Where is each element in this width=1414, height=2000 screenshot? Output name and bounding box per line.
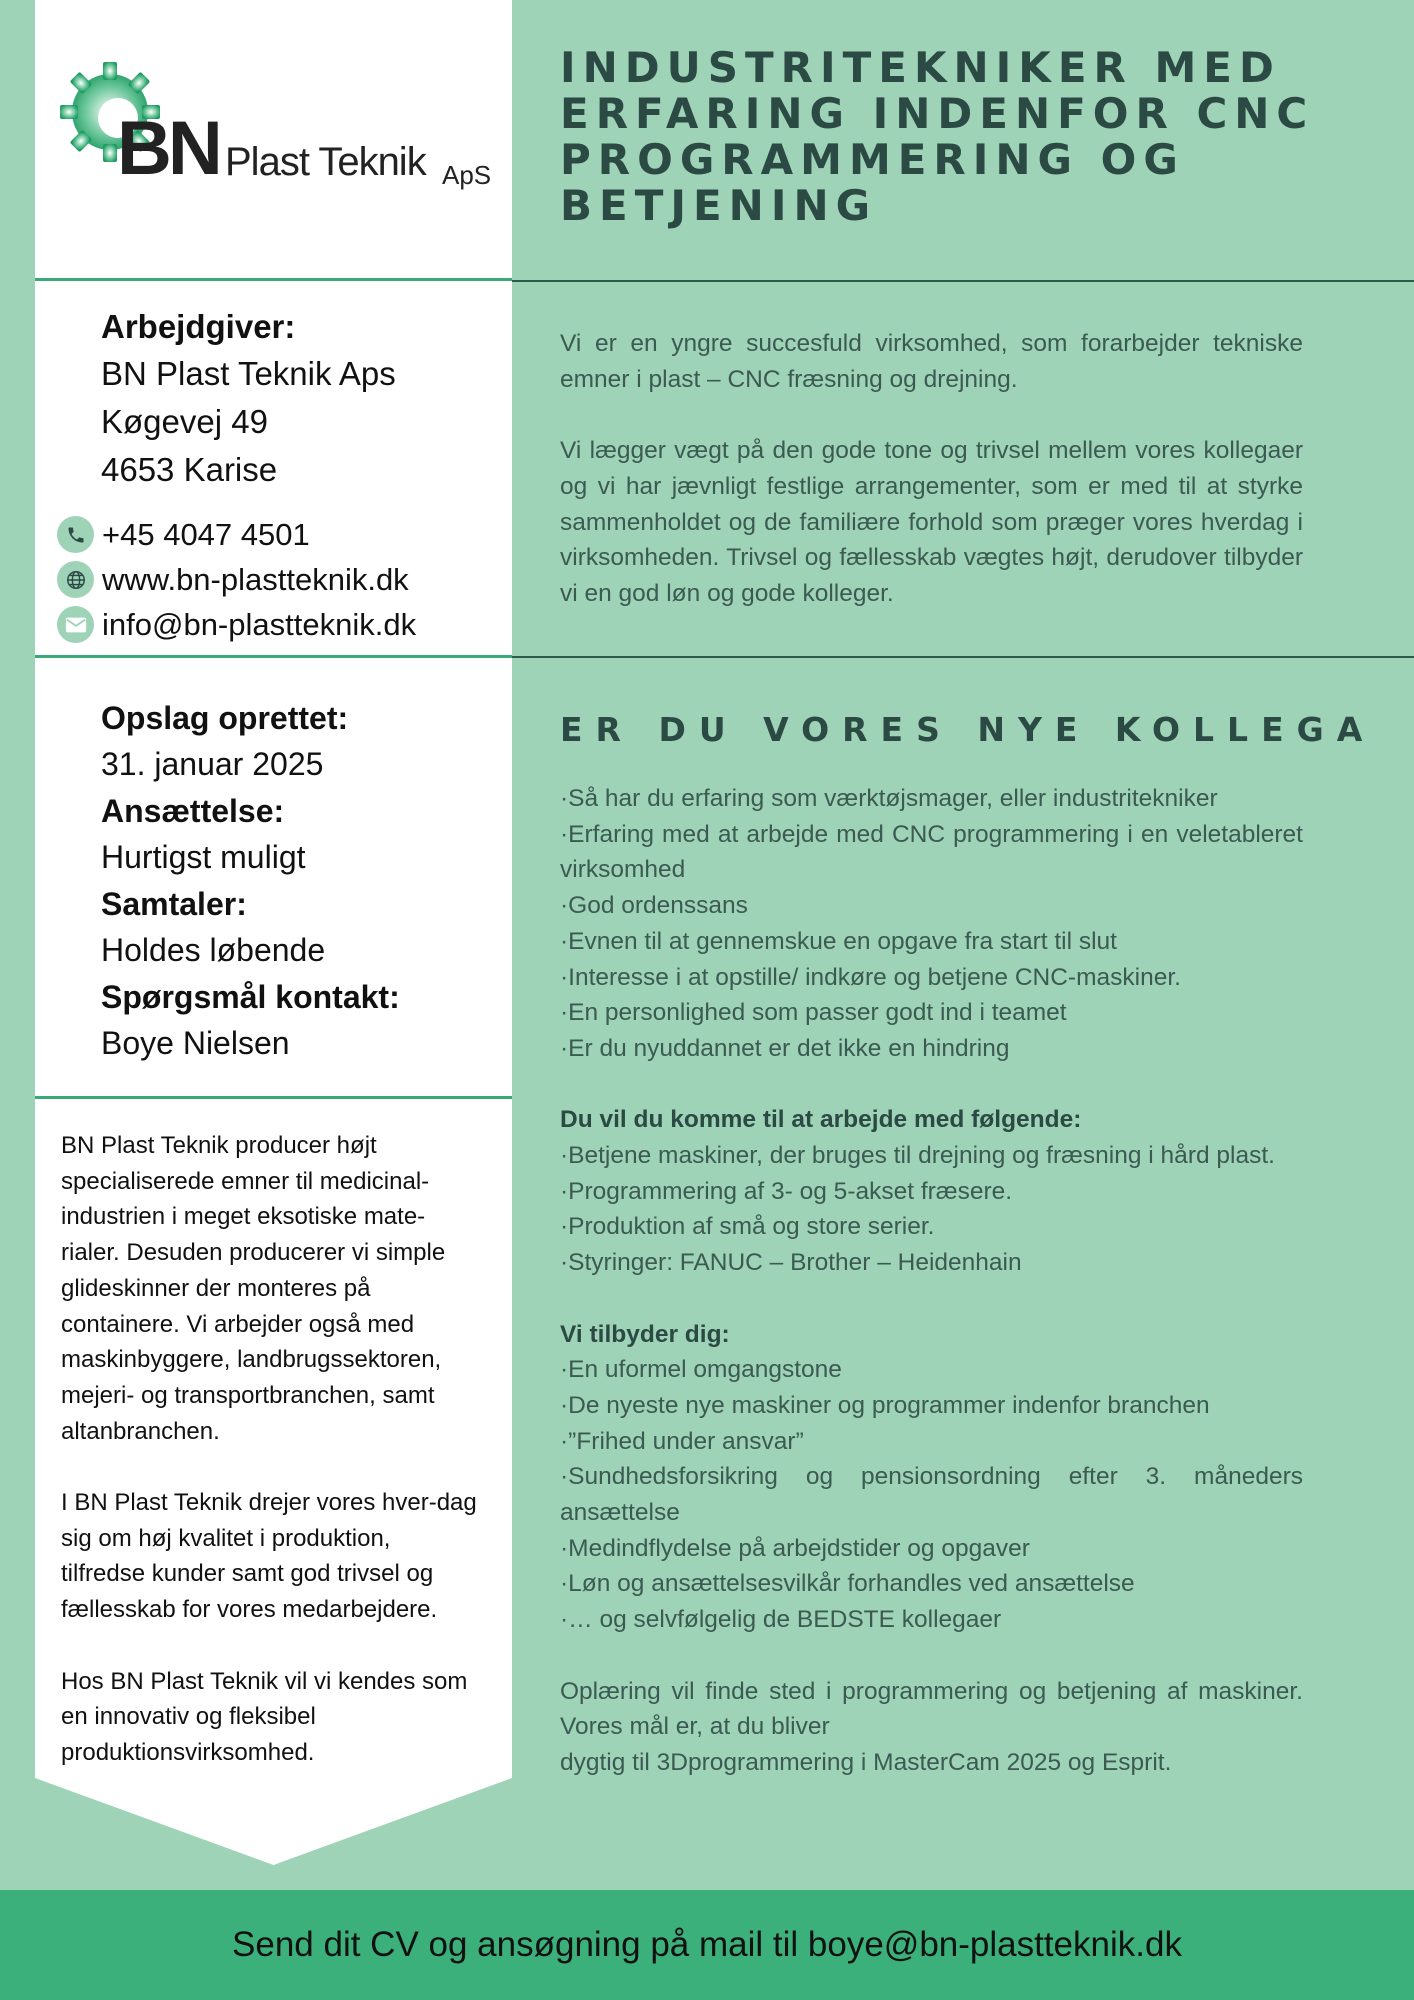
logo-suffix: ApS <box>442 160 492 190</box>
employment-label: Ansættelse: <box>101 793 285 829</box>
task-item: ·Programmering af 3- og 5-akset fræsere. <box>560 1177 1013 1205</box>
logo-brand: BN <box>117 106 219 191</box>
requirement-item: ·En personlighed som passer godt ind i teamet <box>560 999 1067 1027</box>
about-paragraph: Hos BN Plast Teknik vil vi kendes som en innovativ og fleksibel produktionsvirksomhed. <box>61 1667 468 1766</box>
employer-street: Køgevej 49 <box>101 403 268 440</box>
footer-cta <box>0 1890 1414 2000</box>
intro-paragraph: Vi lægger vægt på den gode tone og trivsel mellem vores kollegaer og vi har jævnligt festlige arrangementer, som er med til at styrke sammenholdet og de familiære forhold som præger vores hverdag i virksomheden. Trivsel og fællesskab vægtes højt, derudover tilbyder vi en god løn og gode kolleger. <box>560 437 1303 607</box>
divider <box>512 280 1414 282</box>
contact-label: Spørgsmål kontakt: <box>101 979 400 1015</box>
offer-item: ·Sundhedsforsikring og pensionsordning efter 3. måneders ansættelse <box>560 1463 1303 1527</box>
offer-item: ·… og selvfølgelig de BEDSTE kollegaer <box>560 1606 1002 1634</box>
offer-heading: Vi tilbyder dig: <box>560 1320 730 1348</box>
offer-item: ·Medindflydelse på arbejdstider og opgaver <box>560 1534 1030 1562</box>
offer-item: ·”Frihed under ansvar” <box>560 1427 804 1455</box>
about-paragraph: BN Plast Teknik producer højt specialiserede emner til medicinal-industrien i meget eksotiske mate-rialer. Desuden producerer vi simple glideskinner der monteres på containere. Vi arbejder også med maskinbyggere, landbrugssektoren, mejeri- og transportbranchen, samt altanbranchen. <box>61 1132 446 1445</box>
requirement-item: ·Interesse i at opstille/ indkøre og betjene CNC-maskiner. <box>560 963 1181 991</box>
contact-email[interactable] <box>57 602 416 647</box>
divider <box>512 656 1414 658</box>
phone-icon <box>57 516 94 553</box>
job-description <box>560 781 1303 1781</box>
training-text: Oplæring vil finde sted i programmering og betjening af maskiner. Vores mål er, at du bliver <box>560 1677 1303 1741</box>
contact-website[interactable] <box>57 557 416 602</box>
training-text: dygtig til 3Dprogrammering i MasterCam 2025 og Esprit. <box>560 1748 1172 1776</box>
task-item: ·Produktion af små og store serier. <box>560 1213 935 1241</box>
interviews-value: Holdes løbende <box>101 932 326 968</box>
requirement-item: ·Så har du erfaring som værktøjsmager, eller industritekniker <box>560 785 1218 812</box>
interviews-label: Samtaler: <box>101 886 247 922</box>
company-logo <box>35 0 512 280</box>
phone-text: +45 4047 4501 <box>102 516 310 552</box>
tasks-heading: Du vil du komme til at arbejde med følgende: <box>560 1106 1082 1134</box>
requirement-item: ·Erfaring med at arbejde med CNC programmering i en veletableret virksomhed <box>560 820 1303 884</box>
divider <box>35 655 512 658</box>
about-company <box>61 1128 481 1806</box>
contact-value: Boye Nielsen <box>101 1025 290 1061</box>
requirement-item: ·God ordenssans <box>560 892 748 920</box>
about-paragraph: I BN Plast Teknik drejer vores hver-dag sig om høj kvalitet i produktion, tilfredse kunder samt god trivsel og fællesskab for vores medarbejdere. <box>61 1489 477 1624</box>
contact-phone[interactable] <box>57 512 416 557</box>
task-item: ·Betjene maskiner, der bruges til drejning og fræsning i hård plast. <box>560 1142 1275 1170</box>
intro-paragraph: Vi er en yngre succesfuld virksomhed, som forarbejder tekniske emner i plast – CNC fræsning og drejning. <box>560 330 1303 393</box>
website-text: www.bn-plastteknik.dk <box>102 561 409 597</box>
divider <box>35 278 512 281</box>
posting-info <box>101 695 400 1067</box>
employer-company: BN Plast Teknik Aps <box>101 355 396 392</box>
mail-icon <box>57 606 94 643</box>
logo-name: Plast Teknik <box>225 140 426 184</box>
intro-text <box>560 326 1303 647</box>
job-title: INDUSTRITEKNIKER MED ERFARING INDENFOR CNC PROGRAMMERING OG BETJENING <box>560 43 1315 230</box>
created-value: 31. januar 2025 <box>101 746 324 782</box>
offer-item: ·Løn og ansættelsesvilkår forhandles ved ansættelse <box>560 1570 1135 1598</box>
task-item: ·Styringer: FANUC – Brother – Heidenhain <box>560 1249 1022 1277</box>
requirement-item: ·Evnen til at gennemskue en opgave fra start til slut <box>560 927 1117 955</box>
divider <box>35 1096 512 1099</box>
email-text: info@bn-plastteknik.dk <box>102 606 417 642</box>
employer-label: Arbejdgiver: <box>101 308 296 345</box>
employer-block <box>101 304 396 494</box>
footer-text[interactable]: Send dit CV og ansøgning på mail til boye@bn-plastteknik.dk <box>232 1925 1182 1964</box>
globe-icon <box>57 561 94 598</box>
employer-city: 4653 Karise <box>101 451 278 488</box>
contact-list <box>57 512 416 647</box>
employment-value: Hurtigst muligt <box>101 839 306 875</box>
created-label: Opslag oprettet: <box>101 700 349 736</box>
section-title: ER DU VORES NYE KOLLEGA <box>560 710 1376 749</box>
offer-item: ·De nyeste nye maskiner og programmer indenfor branchen <box>560 1391 1210 1419</box>
offer-item: ·En uformel omgangstone <box>560 1356 842 1384</box>
requirement-item: ·Er du nyuddannet er det ikke en hindring <box>560 1034 1010 1062</box>
